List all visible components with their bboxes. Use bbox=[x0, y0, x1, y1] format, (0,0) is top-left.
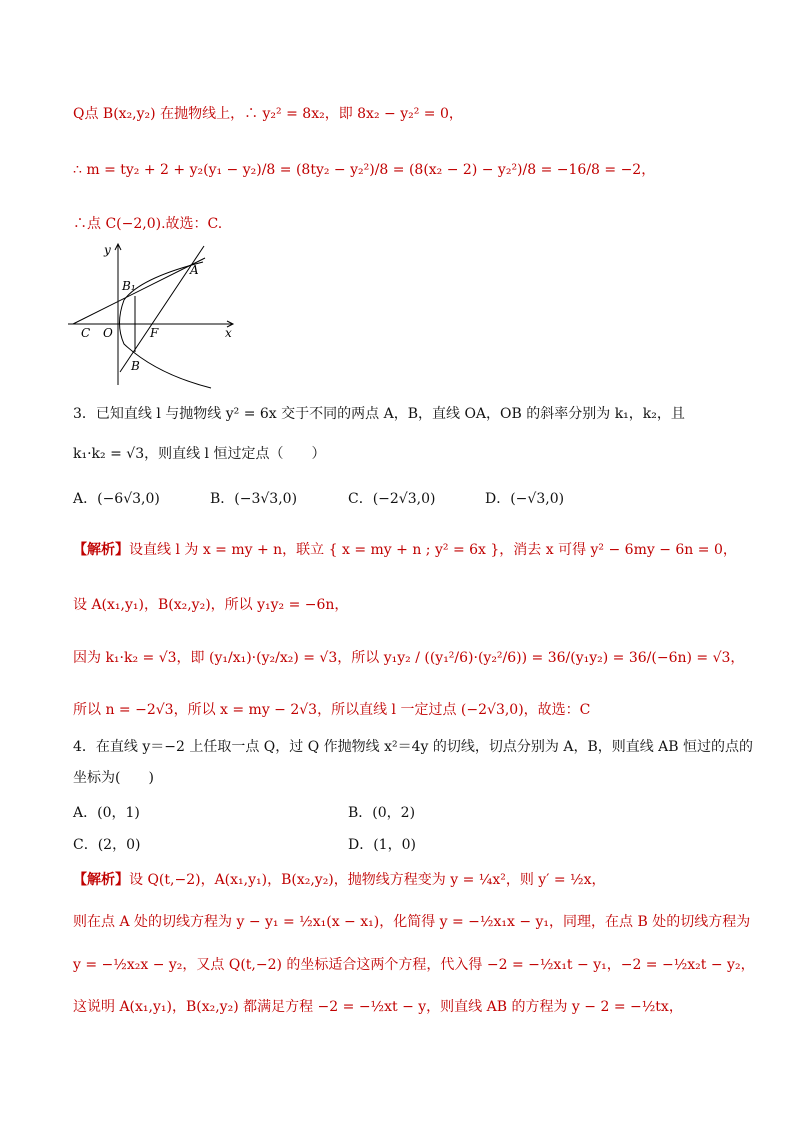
q4-solution-text-1: 设 Q(t,−2)，A(x₁,y₁)，B(x₂,y₂)，抛物线方程变为 y = ¼x²，则 y′ = ½x， bbox=[129, 872, 606, 888]
q3-option-a: A．(−6√3,0) bbox=[73, 491, 160, 507]
q4-solution-line-1 bbox=[73, 870, 754, 890]
label-y: y bbox=[104, 243, 111, 257]
q4-option-d: D．(1，0) bbox=[348, 837, 416, 853]
parabola-figure bbox=[68, 240, 248, 390]
q4-solution-line-4: 这说明 A(x₁,y₁)，B(x₂,y₂) 都满足方程 −2 = −½xt − y，则直线 AB 的方程为 y − 2 = −½tx， bbox=[73, 999, 683, 1015]
q4-solution-line-2: 则在点 A 处的切线方程为 y − y₁ = ½x₁(x − x₁)，化简得 y = −½x₁x − y₁，同理，在点 B 处的切线方程为 bbox=[73, 914, 751, 930]
q4-solution-line-3: y = −½x₂x − y₂，又点 Q(t,−2) 的坐标适合这两个方程，代入得 −2 = −½x₁t − y₁，−2 = −½x₂t − y₂， bbox=[73, 957, 755, 973]
label-b: B bbox=[131, 359, 140, 373]
solution-tag: 【解析】 bbox=[73, 872, 129, 888]
solution-line-2: ∴ m = ty₂ + 2 + y₂(y₁ − y₂)/8 = (8ty₂ − y₂²)/8 = (8(x₂ − 2) − y₂²)/8 = −16/8 = −2， bbox=[73, 162, 656, 178]
label-o: O bbox=[103, 326, 113, 340]
solution-line-3: ∴点 C(−2,0).故选：C. bbox=[73, 216, 223, 232]
q4-option-a: A．(0，1) bbox=[73, 805, 140, 821]
q3-solution-line-3: 因为 k₁·k₂ = √3，即 (y₁/x₁)·(y₂/x₂) = √3，所以 y₁y₂ / ((y₁²/6)·(y₂²/6)) = 36/(y₁y₂) = 36/(−6n) = √3， bbox=[73, 650, 745, 666]
label-a: A bbox=[190, 263, 199, 277]
question-3-line-1: 3．已知直线 l 与抛物线 y² = 6x 交于不同的两点 A，B，直线 OA，OB 的斜率分别为 k₁，k₂，且 bbox=[73, 406, 685, 422]
solution-tag: 【解析】 bbox=[73, 542, 129, 558]
q3-solution-line-1 bbox=[73, 540, 754, 560]
label-x: x bbox=[225, 326, 232, 340]
question-4-line-2: 坐标为( ) bbox=[73, 770, 154, 786]
question-3-line-2: k₁·k₂ = √3，则直线 l 恒过定点（ ） bbox=[73, 446, 326, 462]
line-c-a bbox=[73, 258, 205, 324]
q3-option-c: C．(−2√3,0) bbox=[348, 491, 436, 507]
solution-line-1: Q点 B(x₂,y₂) 在抛物线上，∴ y₂² = 8x₂，即 8x₂ − y₂² = 0， bbox=[73, 106, 463, 122]
q3-solution-line-4: 所以 n = −2√3，所以 x = my − 2√3，所以直线 l 一定过点 (−2√3,0)，故选：C bbox=[73, 702, 591, 718]
q3-option-b: B．(−3√3,0) bbox=[210, 491, 298, 507]
q4-option-c: C．(2，0) bbox=[73, 837, 141, 853]
label-b1: B₁ bbox=[122, 279, 136, 293]
label-c: C bbox=[81, 326, 91, 340]
q3-solution-line-2: 设 A(x₁,y₁)，B(x₂,y₂)，所以 y₁y₂ = −6n， bbox=[73, 597, 349, 613]
label-f: F bbox=[150, 326, 159, 340]
question-4-line-1: 4．在直线 y＝−2 上任取一点 Q，过 Q 作抛物线 x²＝4y 的切线，切点分别为 A，B，则直线 AB 恒过的点的 bbox=[73, 739, 754, 755]
q4-option-b: B．(0，2) bbox=[348, 805, 416, 821]
q3-solution-text-1: 设直线 l 为 x = my + n，联立 { x = my + n ; y² = 6x }，消去 x 可得 y² − 6my − 6n = 0， bbox=[129, 542, 737, 558]
parabola-diagram bbox=[68, 240, 248, 390]
q3-option-d: D．(−√3,0) bbox=[485, 491, 565, 507]
